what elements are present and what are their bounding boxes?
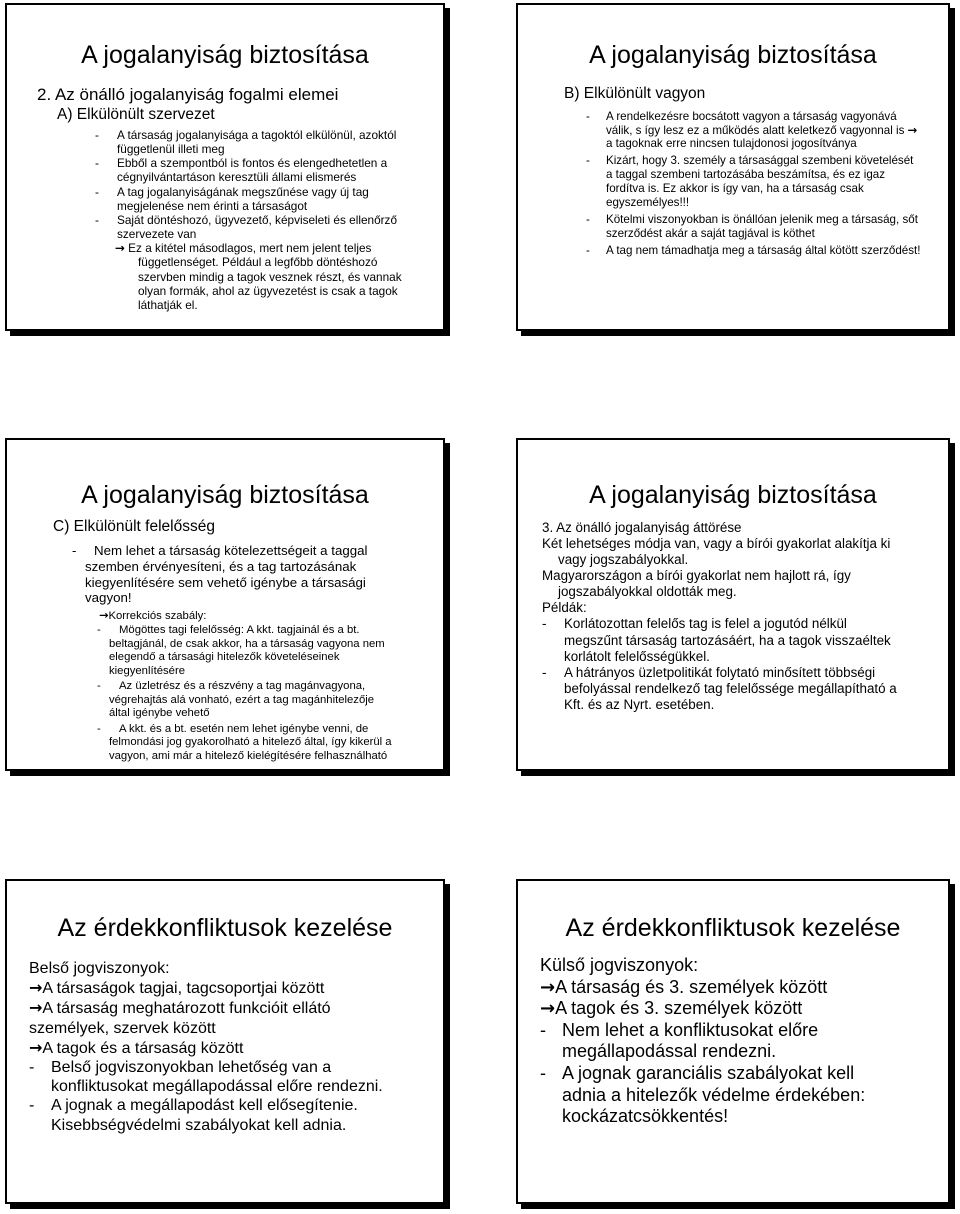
arrow-item: →A társaságok tagjai, tagcsoportjai között <box>29 978 325 998</box>
section-heading: Belső jogviszonyok: <box>29 960 170 977</box>
slide-5 <box>5 879 445 1204</box>
arrow-item: →A társaság meghatározott funkcióit ellátó <box>29 998 331 1018</box>
paragraph-cont: vagy jogszabályokkal. <box>558 552 689 568</box>
arrow-icon: → <box>99 609 109 623</box>
bullet-list <box>518 955 948 1128</box>
arrow-icon: → <box>540 976 556 998</box>
arrow-icon: → <box>907 122 918 137</box>
list-item-cont: a tagoknak erre nincsen tulajdonosi jogosítványa <box>606 137 857 151</box>
list-item-cont: megállapodással rendezni. <box>562 1041 777 1062</box>
list-item: - A jognak a megállapodást kell elősegítenie. <box>29 1097 358 1115</box>
arrow-item: → Ez a kitétel másodlagos, mert nem jelent teljes <box>115 241 372 256</box>
list-item-cont: által igénybe vehető <box>109 707 210 720</box>
slide-title: A jogalanyiság biztosítása <box>589 41 877 69</box>
list-item-cont: elegendő a társasági hitelezők követeléseinek <box>109 651 340 664</box>
list-item: - Mögöttes tagi felelősség: A kkt. tagjainál és a bt. <box>97 623 360 636</box>
list-item-cont: megjelenése nem érinti a társaságot <box>117 198 308 213</box>
paragraph: Magyarországon a bírói gyakorlat nem hajlott rá, így <box>542 568 851 584</box>
bullet-list <box>518 520 948 713</box>
arrow-item-cont: személyek, szervek között <box>29 1019 216 1037</box>
slide-title: A jogalanyiság biztosítása <box>589 481 877 509</box>
slide-body <box>518 955 948 1128</box>
list-item-cont: Kft. és az Nyrt. esetében. <box>564 696 715 712</box>
slide-body <box>7 85 443 312</box>
section-heading: 2. Az önálló jogalanyiság fogalmi elemei <box>37 85 339 104</box>
paragraph: Példák: <box>542 600 587 616</box>
list-item-cont: beltagjánál, de csak akkor, ha a társaság vagyona nem <box>109 637 385 650</box>
slide-1 <box>5 3 445 331</box>
list-item-cont: szervezete van <box>117 227 197 242</box>
arrow-item: →A tagok és a társaság között <box>29 1037 244 1057</box>
slide-title: A jogalanyiság biztosítása <box>81 481 369 509</box>
list-item-cont: szerződést akár a saját tagjával is köthet <box>606 226 815 240</box>
list-item: - Ebből a szempontból is fontos és elengedhetetlen a <box>95 156 388 171</box>
slide-body <box>518 85 948 258</box>
subsection-heading: C) Elkülönült felelősség <box>53 518 215 535</box>
arrow-item-cont: szervben mindig a tagok vesznek részt, és vannak <box>138 269 402 284</box>
list-item-cont: befolyással rendelkező tag felelőssége megállapítható a <box>564 680 897 696</box>
slide-body <box>7 518 443 763</box>
bullet-list <box>518 110 948 258</box>
list-item-cont: korlátolt felelősségükkel. <box>564 648 710 664</box>
sub-list <box>7 609 443 763</box>
arrow-item: →A tagok és 3. személyek között <box>540 998 803 1020</box>
list-item: - Kötelmi viszonyokban is önállóan jelenik meg a társaság, sőt <box>586 212 918 226</box>
list-item: - Nem lehet a konfliktusokat előre <box>540 1019 819 1040</box>
slide-6 <box>516 879 950 1204</box>
slide-title: Az érdekkonfliktusok kezelése <box>565 914 901 942</box>
list-item-cont: válik, s így lesz ez a működés alatt keletkező vagyonnal is → <box>606 122 918 137</box>
list-item-cont: vagyon, ami már a hitelező kielégítésére felhasználható <box>109 749 388 762</box>
subsection-heading: B) Elkülönült vagyon <box>564 85 706 102</box>
arrow-icon: → <box>29 978 43 998</box>
bullet-list <box>7 959 443 1135</box>
list-item-cont: végrehajtás alá vonható, ezért a tag magánhitelezője <box>109 693 375 706</box>
list-item-cont: kiegyenlítésére sem vehető igénybe a társasági <box>85 574 366 590</box>
list-item-cont: kiegyenlítésére <box>109 664 185 677</box>
slide-title: A jogalanyiság biztosítása <box>81 41 369 69</box>
slide-3 <box>5 438 445 771</box>
list-item: - A rendelkezésre bocsátott vagyon a társaság vagyonává <box>586 109 897 123</box>
list-item-cont: vagyon! <box>85 590 132 606</box>
arrow-icon: → <box>29 998 43 1018</box>
bullet-list <box>7 128 443 312</box>
list-item-cont: függetlenül illeti meg <box>117 142 225 157</box>
list-item-cont: kockázatcsökkentés! <box>562 1106 729 1127</box>
section-heading: Külső jogviszonyok: <box>540 955 699 975</box>
list-item-cont: egyszemélyes!!! <box>606 196 690 210</box>
list-item-cont: cégnyilvántartáson keresztüli állami elismerés <box>117 170 357 185</box>
list-item-cont: a taggal szembeni tartozásába beszámítsa, és ez igaz <box>606 168 886 182</box>
list-item-cont: felmondási jog gyakorolható a hitelező által, így kikerül a <box>109 736 392 749</box>
slide-body <box>7 959 443 1135</box>
slide-4 <box>516 438 950 771</box>
arrow-icon: → <box>29 1037 43 1057</box>
list-item: - Az üzletrész és a részvény a tag magánvagyona, <box>97 680 366 693</box>
list-item: - A tag nem támadhatja meg a társaság által kötött szerződést! <box>586 243 921 257</box>
arrow-icon: → <box>540 998 556 1020</box>
arrow-item: →Korrekciós szabály: <box>99 609 207 623</box>
section-heading: 3. Az önálló jogalanyiság áttörése <box>542 520 742 535</box>
list-item-cont: fordítva is. Ez akkor is így van, ha a társaság csak <box>606 182 864 196</box>
arrow-icon: → <box>115 241 125 256</box>
list-item: - Kizárt, hogy 3. személy a társasággal szembeni követelését <box>586 154 914 168</box>
arrow-item-cont: olyan formák, ahol az ügyvezetést is csak a tagok <box>138 283 398 298</box>
arrow-item-cont: láthatják el. <box>138 297 198 312</box>
list-item: - Nem lehet a társaság kötelezettségeit a taggal <box>72 542 368 558</box>
slide-body <box>518 520 948 713</box>
list-item: - A társaság jogalanyisága a tagoktól elkülönül, azoktól <box>95 127 397 142</box>
slide-2 <box>516 3 950 331</box>
list-item: - A kkt. és a bt. esetén nem lehet igénybe venni, de <box>97 722 369 735</box>
list-item: - A hátrányos üzletpolitikát folytató minősített többségi <box>542 664 876 680</box>
list-item-cont: adnia a hitelezők védelme érdekében: <box>562 1084 866 1105</box>
list-item-cont: Kisebbségvédelmi szabályokat kell adnia. <box>51 1116 347 1134</box>
paragraph: Két lehetséges módja van, vagy a bírói gyakorlat alakítja ki <box>542 536 891 552</box>
slide-title: Az érdekkonfliktusok kezelése <box>57 914 393 942</box>
subsection-heading: A) Elkülönült szervezet <box>57 106 215 124</box>
list-item-cont: szemben érvényesíteni, és a tag tartozásának <box>85 558 357 574</box>
arrow-item-cont: függetlenséget. Például a legfőbb döntéshozó <box>138 255 378 270</box>
arrow-item: →A társaság és 3. személyek között <box>540 976 828 998</box>
list-item: - Belső jogviszonyokban lehetőség van a <box>29 1058 332 1076</box>
bullet-list <box>7 543 443 607</box>
list-item-cont: konfliktusokat megállapodással előre rendezni. <box>51 1078 383 1096</box>
list-item: - A tag jogalanyiságának megszűnése vagy új tag <box>95 184 369 199</box>
list-item-cont: megszűnt társaság tartozásáért, ha a tagok visszaéltek <box>564 632 891 648</box>
paragraph-cont: jogszabályokkal oldották meg. <box>558 584 737 600</box>
list-item: - Saját döntéshozó, ügyvezető, képviseleti és ellenőrző <box>95 212 398 227</box>
list-item: - A jognak garanciális szabályokat kell <box>540 1062 855 1083</box>
list-item: - Korlátozottan felelős tag is felel a jogutód nélkül <box>542 616 847 632</box>
